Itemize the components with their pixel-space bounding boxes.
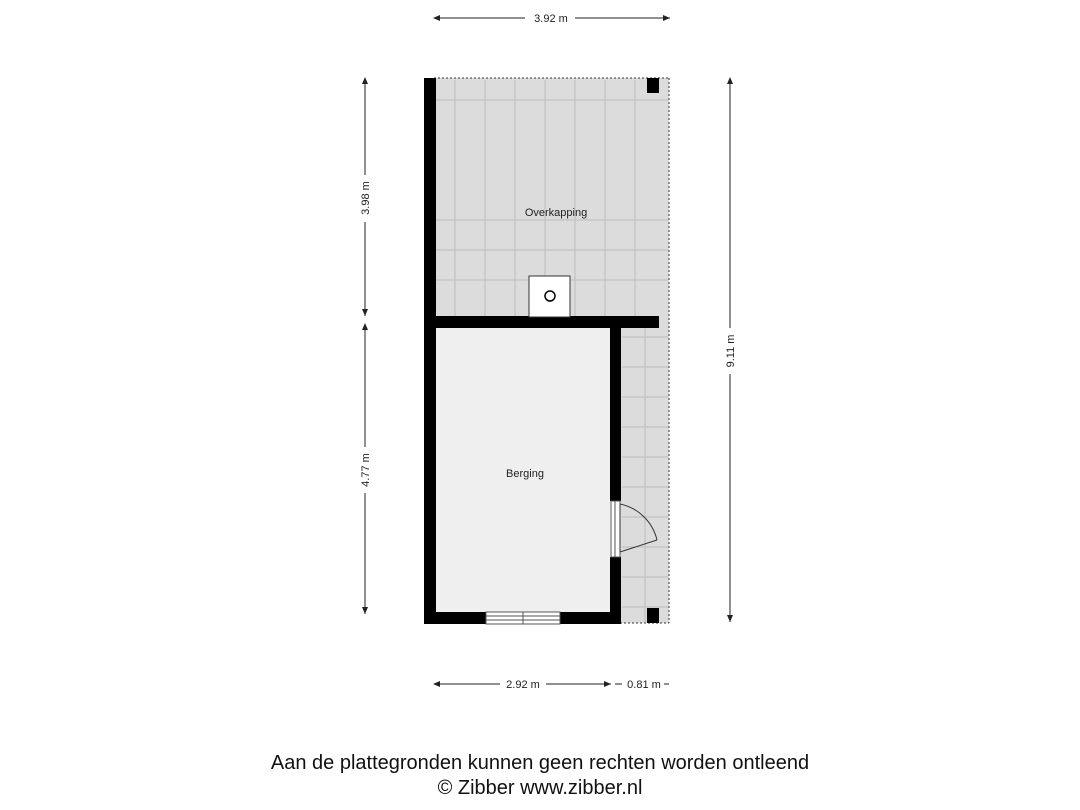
drain-box bbox=[529, 276, 570, 317]
dimension-left-upper bbox=[360, 78, 372, 316]
dimension-bottom-side-label: 0.81 m bbox=[627, 679, 661, 691]
dimension-left-lower-label: 4.77 m bbox=[360, 453, 372, 487]
bottom-window bbox=[486, 612, 560, 624]
dimension-top bbox=[434, 13, 670, 25]
dimension-top-label: 3.92 m bbox=[534, 13, 568, 25]
dimension-right-label: 9.11 m bbox=[725, 334, 737, 368]
dimension-right bbox=[725, 78, 737, 622]
dimension-bottom-side bbox=[615, 679, 669, 691]
footer-copyright: © Zibber www.zibber.nl bbox=[437, 777, 643, 799]
dimension-bottom-main-label: 2.92 m bbox=[506, 679, 540, 691]
room-label-berging: Berging bbox=[506, 468, 544, 480]
dimension-left-upper-label: 3.98 m bbox=[360, 181, 372, 215]
dimension-bottom-main bbox=[434, 679, 611, 691]
room-label-overkapping: Overkapping bbox=[524, 207, 588, 219]
footer-disclaimer: Aan de plattegronden kunnen geen rechten worden ontleend bbox=[270, 752, 810, 774]
dimension-left-lower bbox=[360, 324, 372, 614]
